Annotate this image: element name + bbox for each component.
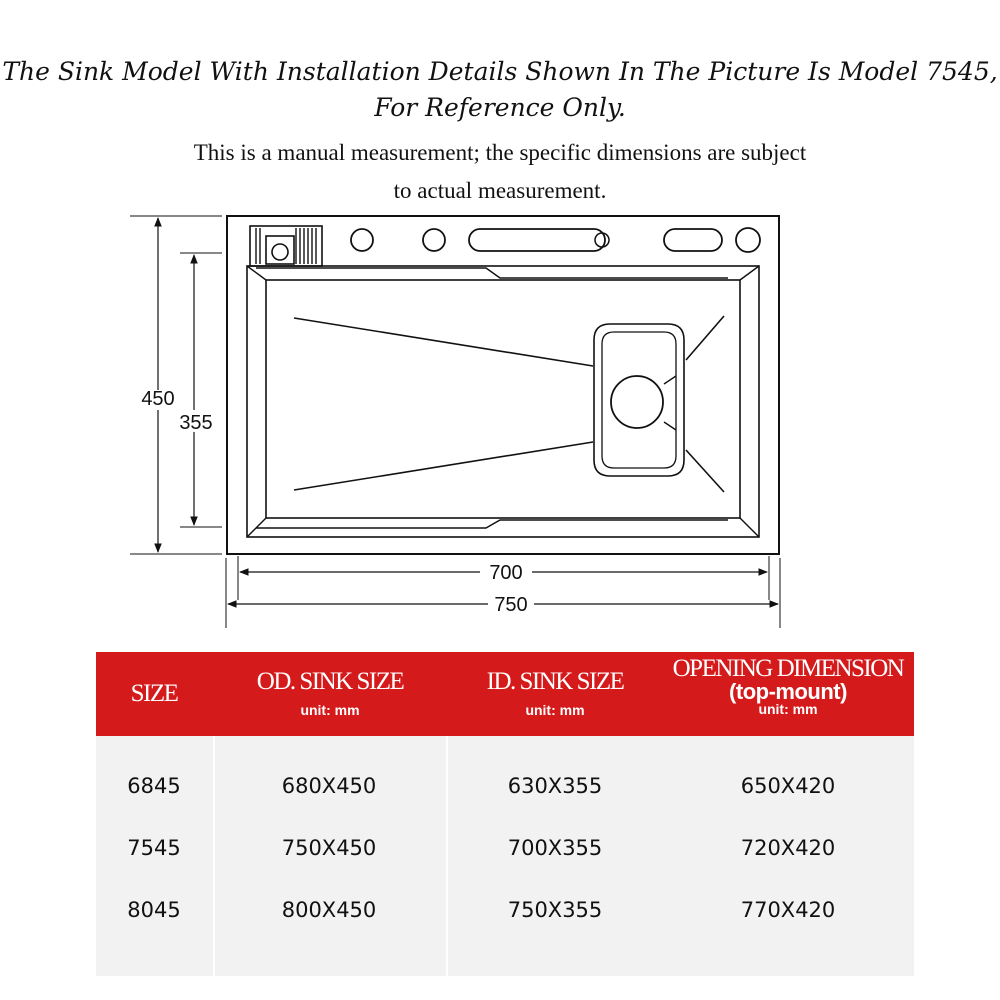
cell-opening: 770X420 xyxy=(740,898,836,922)
table-row xyxy=(96,766,914,806)
cell-od: 680X450 xyxy=(281,774,377,798)
basin-frame xyxy=(247,266,759,537)
tap-hole-2 xyxy=(423,229,445,251)
cell-id: 750X355 xyxy=(507,898,603,922)
strainer-caddy-icon xyxy=(250,226,322,266)
cell-size: 7545 xyxy=(127,836,181,860)
size-table xyxy=(96,652,914,976)
table-row xyxy=(96,890,914,930)
title-line-2: For Reference Only. xyxy=(374,93,626,122)
dim-inner-height: 355 xyxy=(179,412,213,434)
cell-od: 800X450 xyxy=(281,898,377,922)
col-unit-id: unit: mm xyxy=(525,702,585,718)
table-row xyxy=(96,828,914,868)
dim-inner-width: 700 xyxy=(489,562,523,584)
cell-id: 630X355 xyxy=(507,774,603,798)
dim-outer-height: 450 xyxy=(141,388,175,410)
dim-outer-width: 750 xyxy=(494,594,528,616)
col-header-od: OD. SINK SIZE xyxy=(256,668,404,695)
cell-opening: 650X420 xyxy=(740,774,836,798)
cell-opening: 720X420 xyxy=(740,836,836,860)
col-unit-opening: unit: mm xyxy=(758,701,818,717)
small-hole xyxy=(736,228,760,252)
drain-basket-icon xyxy=(594,324,684,476)
soap-slot xyxy=(664,229,722,251)
cell-id: 700X355 xyxy=(507,836,603,860)
note-line-2: to actual measurement. xyxy=(393,178,607,203)
col-header-opening: OPENING DIMENSION xyxy=(672,655,904,682)
col-header-size: SIZE xyxy=(130,680,178,707)
table-header xyxy=(96,652,914,736)
tap-hole-1 xyxy=(351,229,373,251)
title-line-1: The Sink Model With Installation Details Shown In The Picture Is Model 7545, xyxy=(2,57,998,86)
note-line-1: This is a manual measurement; the specific dimensions are subject xyxy=(193,140,807,165)
cell-size: 6845 xyxy=(127,774,181,798)
col-header-opening-sub: (top-mount) xyxy=(729,679,847,704)
cell-size: 8045 xyxy=(127,898,181,922)
accessory-slot xyxy=(469,229,605,251)
cell-od: 750X450 xyxy=(281,836,377,860)
col-unit-od: unit: mm xyxy=(300,702,360,718)
col-header-id: ID. SINK SIZE xyxy=(486,668,624,695)
